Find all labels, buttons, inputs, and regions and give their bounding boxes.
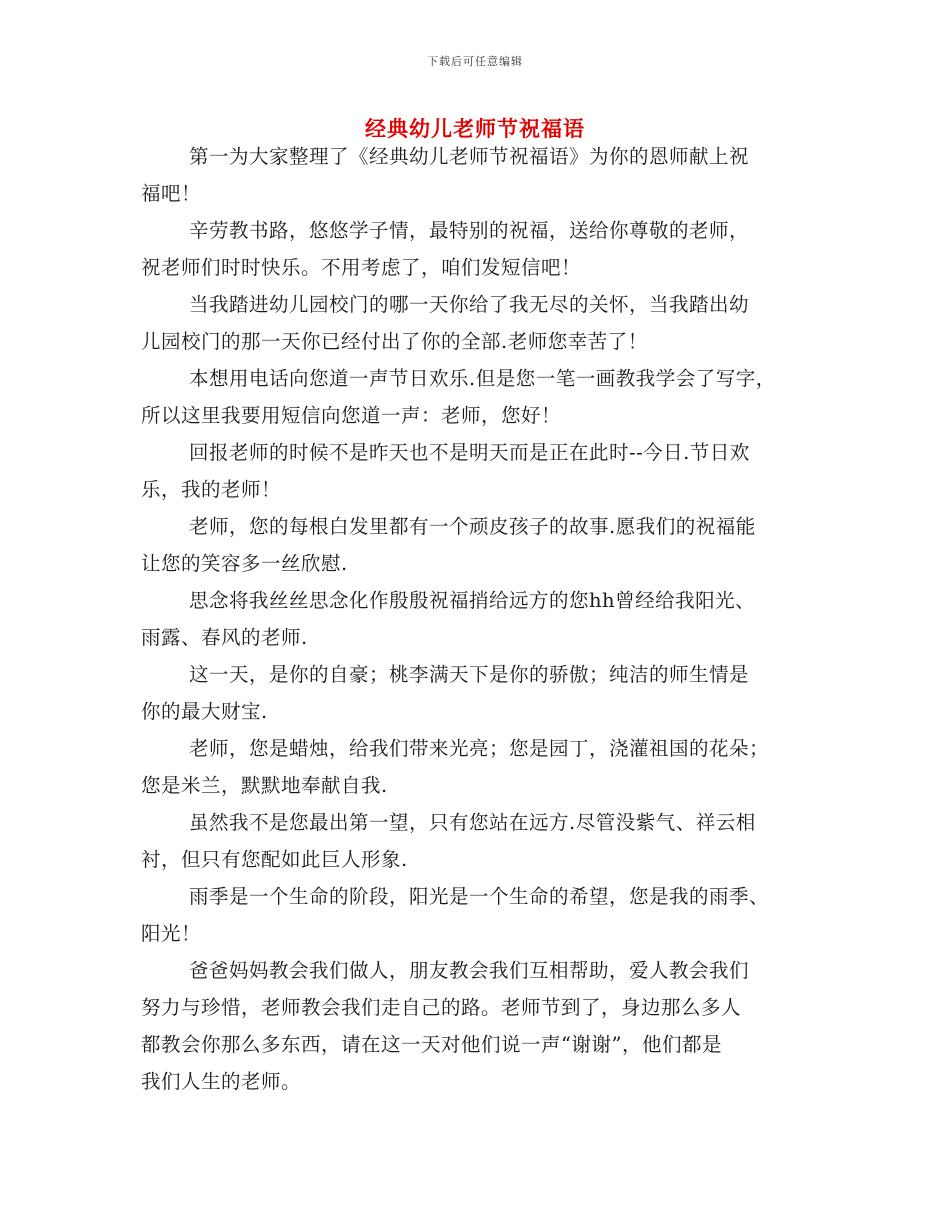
paragraph-line: 当我踏进幼儿园校门的哪一天你给了我无尽的关怀，当我踏出幼: [189, 293, 750, 316]
paragraph-line: 这一天，是你的自豪；桃李满天下是你的骄傲；纯洁的师生情是: [189, 663, 750, 686]
paragraph-line: 虽然我不是您最出第一望，只有您站在远方.尽管没紫气、祥云相: [189, 811, 756, 834]
paragraph: [141, 212, 821, 286]
paragraph: [141, 952, 821, 1100]
paragraph-line: 老师，您是蜡烛，给我们带来光亮；您是园丁，浇灌祖国的花朵；: [189, 737, 770, 760]
paragraph-line: 儿园校门的那一天你已经付出了你的全部.老师您幸苦了！: [141, 330, 648, 353]
paragraph-line: 辛劳教书路，悠悠学子情，最特别的祝福，送给你尊敬的老师，: [189, 219, 750, 242]
paragraph-line: 回报老师的时候不是昨天也不是明天而是正在此时--今日.节日欢: [189, 441, 750, 464]
paragraph-line: 你的最大财宝.: [141, 700, 268, 723]
paragraph-line: 第一为大家整理了《经典幼儿老师节祝福语》为你的恩师献上祝: [189, 145, 750, 168]
paragraph-line: 我们人生的老师。: [141, 1070, 302, 1093]
paragraph-line: 爸爸妈妈教会我们做人，朋友教会我们互相帮助，爱人教会我们: [189, 959, 750, 982]
paragraph: [141, 508, 821, 582]
paragraph-line: 本想用电话向您道一声节日欢乐.但是您一笔一画教我学会了写字，: [189, 367, 776, 390]
paragraph: [141, 434, 821, 508]
page-header: 下载后可任意编辑: [427, 55, 523, 68]
paragraph: [141, 804, 821, 878]
paragraph: [141, 878, 821, 952]
paragraph-line: 雨季是一个生命的阶段，阳光是一个生命的希望，您是我的雨季、: [189, 885, 770, 908]
paragraph-line: 乐，我的老师！: [141, 478, 282, 501]
paragraph-line: 老师，您的每根白发里都有一个顽皮孩子的故事.愿我们的祝福能: [189, 515, 756, 538]
paragraph-line: 都教会你那么多东西，请在这一天对他们说一声“谢谢”，他们都是: [141, 1033, 722, 1056]
paragraph-line: 雨露、春风的老师.: [141, 626, 308, 649]
paragraph-line: 努力与珍惜，老师教会我们走自己的路。老师节到了，身边那么多人: [141, 996, 742, 1019]
paragraph: [141, 360, 821, 434]
paragraph-line: 您是米兰，默默地奉献自我.: [141, 774, 388, 797]
paragraph: [141, 138, 821, 212]
paragraph-line: 让您的笑容多一丝欣慰.: [141, 552, 348, 575]
paragraph-line: 阳光！: [141, 922, 202, 945]
paragraph: [141, 730, 821, 804]
paragraph: [141, 656, 821, 730]
document-body: [141, 138, 821, 1100]
document-title: 经典幼儿老师节祝福语: [365, 116, 585, 141]
paragraph-line: 祝老师们时时快乐。不用考虑了，咱们发短信吧！: [141, 256, 582, 279]
paragraph-line: 福吧！: [141, 182, 202, 205]
paragraph-line: 思念将我丝丝思念化作殷殷祝福捎给远方的您hh曾经给我阳光、: [189, 589, 756, 612]
paragraph-line: 衬，但只有您配如此巨人形象.: [141, 848, 408, 871]
paragraph: [141, 582, 821, 656]
paragraph-line: 所以这里我要用短信向您道一声：老师，您好！: [141, 404, 562, 427]
paragraph: [141, 286, 821, 360]
